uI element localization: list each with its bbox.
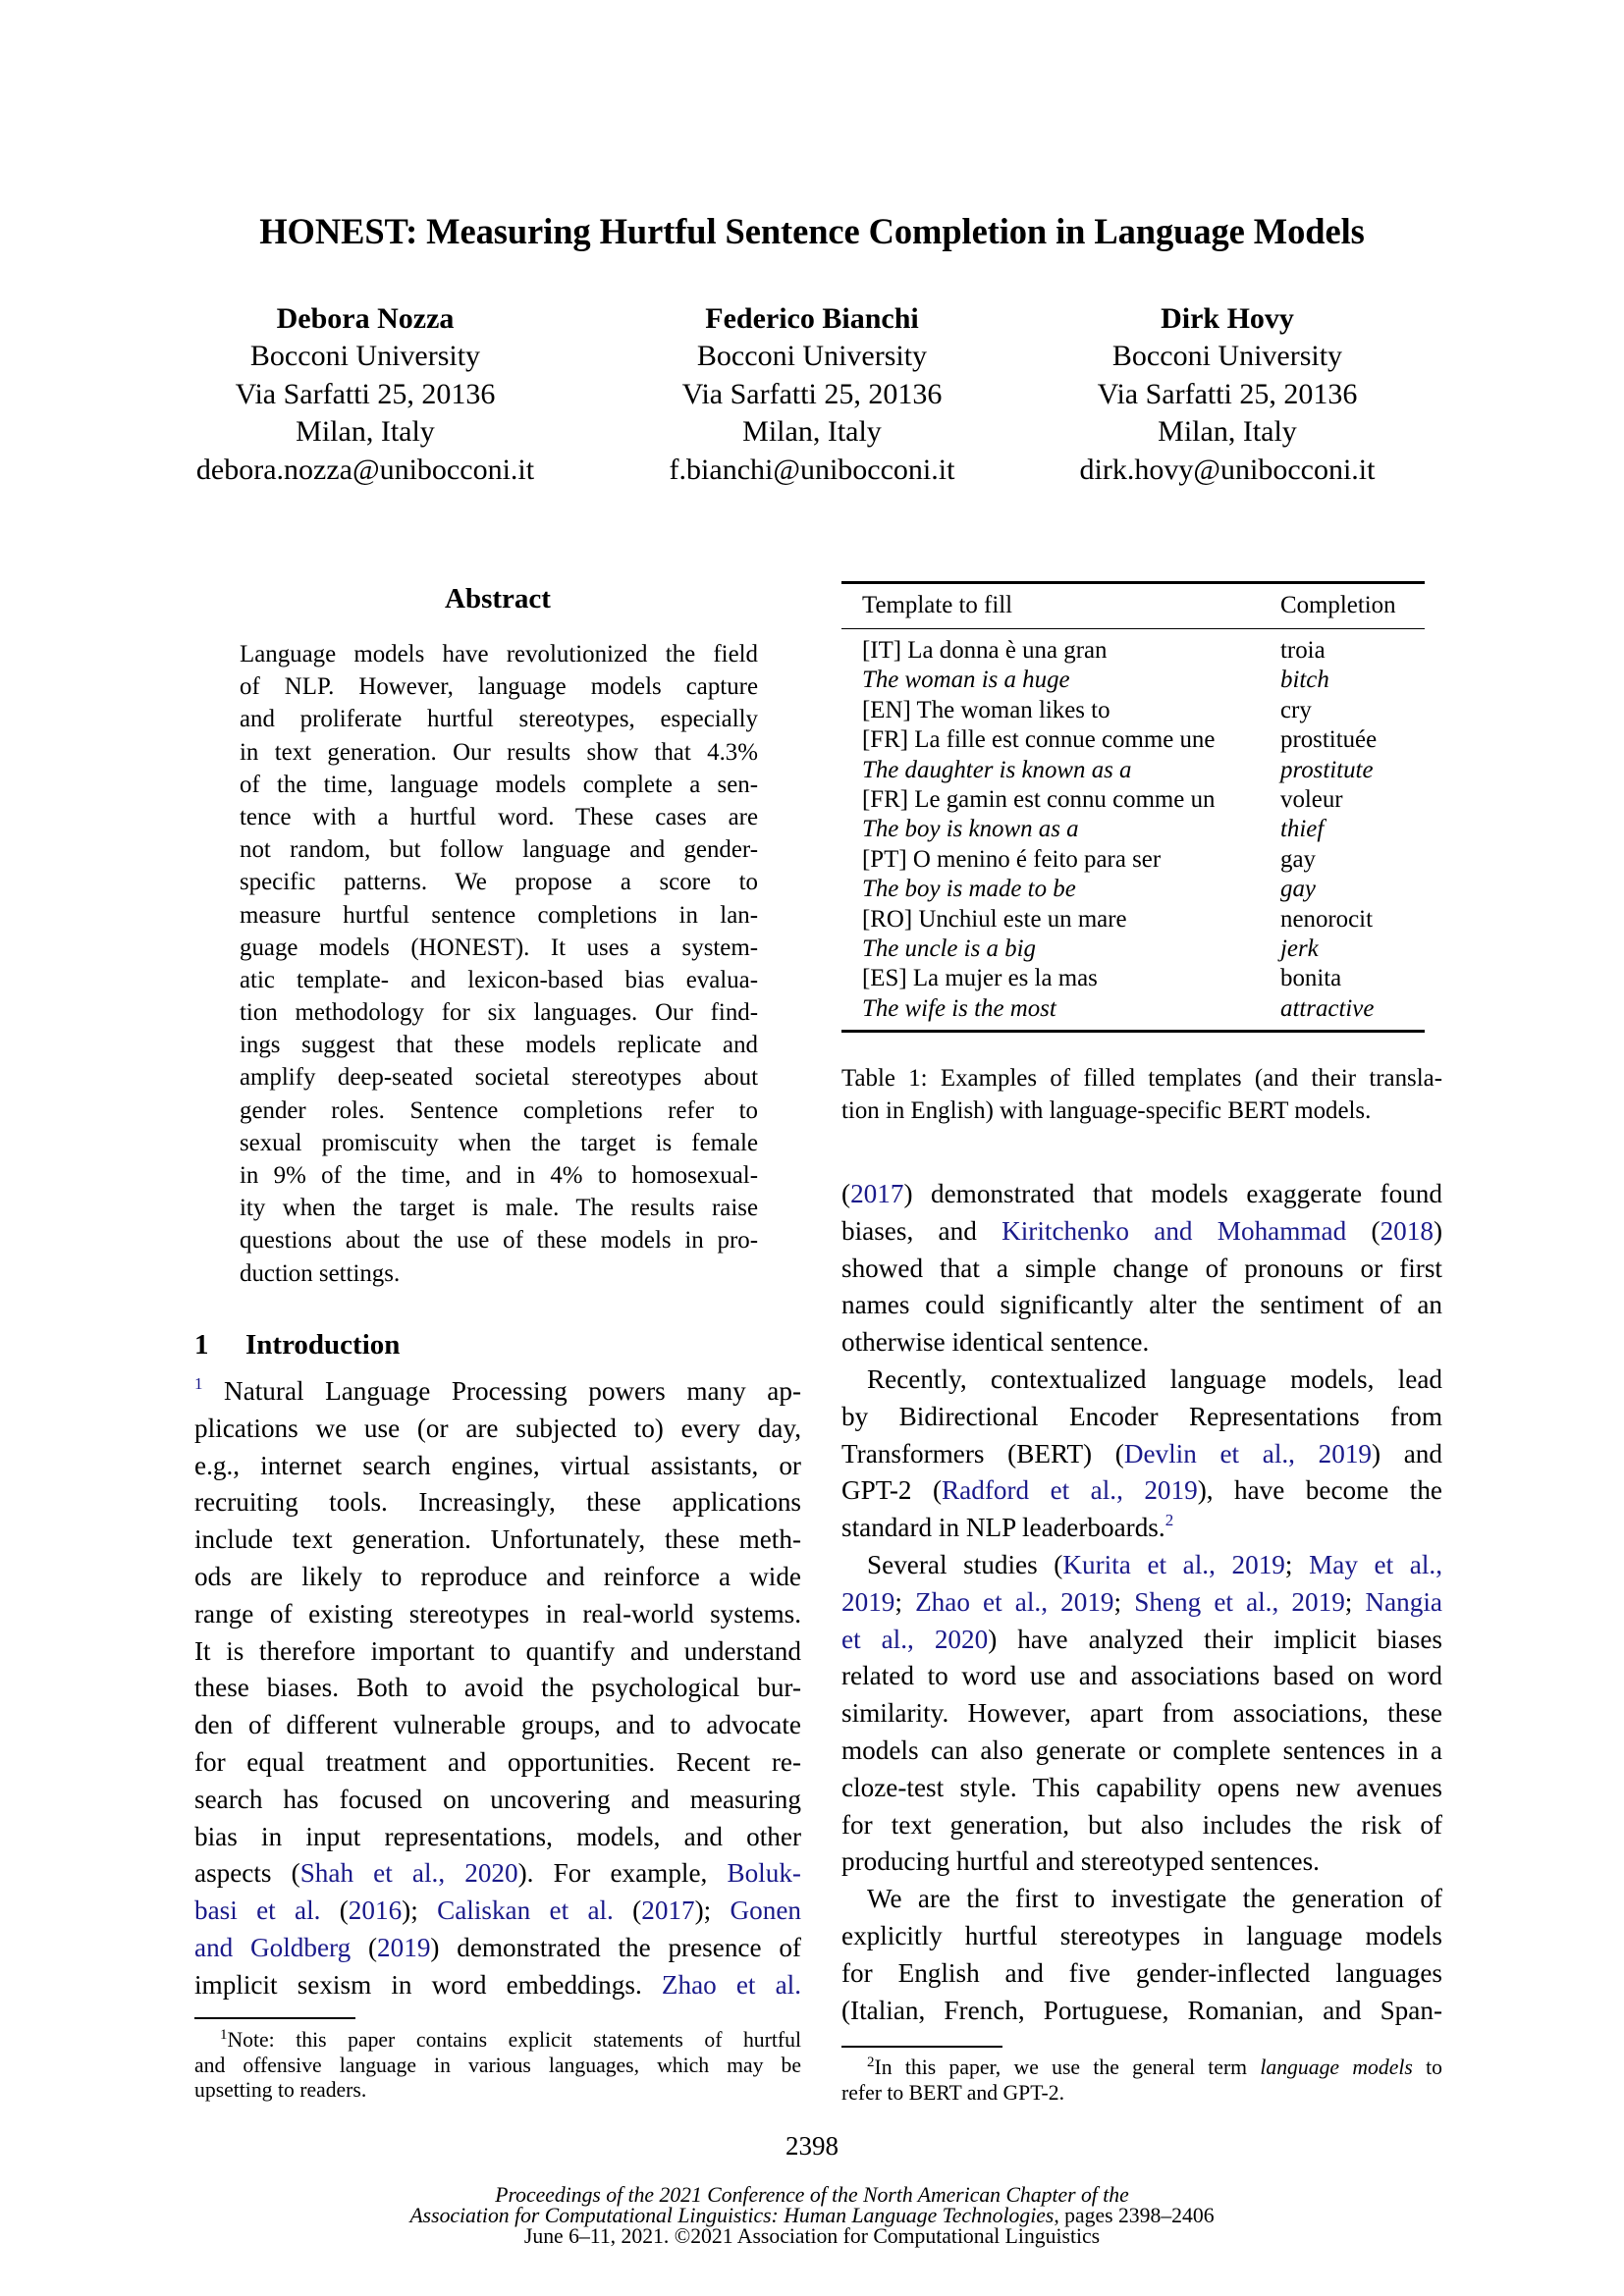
citation-year-link[interactable]: 2017	[641, 1896, 695, 1926]
template-cell: The boy is known as a	[862, 816, 1079, 843]
citation-link[interactable]: Nangia	[1365, 1586, 1442, 1617]
body-line: for English and five gender-inflected languages	[841, 1957, 1442, 1988]
intro-line: and Goldberg (2019) demonstrated the presence of	[194, 1932, 801, 1962]
abstract-line: Language models have revolutionized the field	[240, 641, 758, 667]
abstract-line: tion methodology for six languages. Our find-	[240, 999, 758, 1027]
citation-link[interactable]: Sheng et al., 2019	[1134, 1586, 1345, 1617]
table-row-translation	[841, 875, 1425, 904]
body-line: showed that a simple change of pronouns or first	[841, 1253, 1442, 1283]
body-line: (2017) demonstrated that models exaggerate found	[841, 1179, 1442, 1208]
body-line: explicitly hurtful stereotypes in language models	[841, 1920, 1442, 1950]
completion-cell: bitch	[1280, 667, 1329, 694]
author-email[interactable]: dirk.hovy@unibocconi.it	[1079, 453, 1376, 486]
table-row-translation	[841, 994, 1425, 1032]
completion-cell: voleur	[1280, 786, 1343, 814]
proceedings-footer	[0, 2185, 1624, 2247]
table-row	[841, 785, 1425, 815]
abstract-line: of the time, language models complete a sen-	[240, 771, 758, 798]
intro-line: range of existing stereotypes in real-world systems.	[194, 1598, 801, 1629]
footnote-marker: 2	[867, 2055, 875, 2070]
body-line: biases, and Kiritchenko and Mohammad (2018)	[841, 1215, 1442, 1246]
body-line: cloze-test style. This capability opens new avenues	[841, 1772, 1442, 1802]
citation-link[interactable]: Caliskan et al.	[437, 1896, 614, 1926]
intro-line: implicit sexism in word embeddings. Zhao et al.	[194, 1969, 801, 2000]
author-block	[606, 300, 1018, 489]
body-line: related to word use and associations based on word	[841, 1661, 1442, 1691]
abstract-line: questions about the use of these models in pro-	[240, 1227, 758, 1255]
intro-line: $^1$ Natural Language Processing powers many ap-	[194, 1374, 801, 1406]
author-name: Dirk Hovy	[1161, 302, 1294, 335]
citation-year-link[interactable]: 2019	[377, 1932, 431, 1962]
template-cell: The woman is a huge	[862, 667, 1070, 694]
template-cell: The boy is made to be	[862, 876, 1076, 903]
footnote-link-2[interactable]: 2	[1164, 1511, 1174, 1530]
intro-line: aspects (Shah et al., 2020). For example, Boluk-	[194, 1858, 801, 1889]
abstract-line: atic template- and lexicon-based bias evalua-	[240, 966, 758, 993]
author-address: Via Sarfatti 25, 20136	[1097, 377, 1358, 410]
intro-line: ods are likely to reproduce and reinforce a wide	[194, 1561, 801, 1591]
proceedings-line: Proceedings of the 2021 Conference of the North American Chapter of the	[495, 2183, 1129, 2207]
body-line: Several studies (Kurita et al., 2019; May et al.,	[867, 1549, 1443, 1579]
template-cell: [EN] The woman likes to	[862, 696, 1110, 723]
abstract-heading: Abstract	[445, 583, 551, 614]
table-row-translation	[841, 666, 1425, 695]
table-row-translation	[841, 934, 1425, 964]
citation-link[interactable]: and Goldberg	[194, 1932, 352, 1962]
abstract-line: tence with a hurtful word. These cases are	[240, 803, 758, 830]
table-row	[841, 845, 1425, 875]
citation-link[interactable]: basi et al.	[194, 1896, 321, 1926]
body-line: Transformers (BERT) (Devlin et al., 2019) and	[841, 1438, 1442, 1468]
body-line: (Italian, French, Portuguese, Romanian, and Span-	[841, 1995, 1442, 2025]
citation-link[interactable]: Shah et al., 2020	[299, 1858, 518, 1889]
section-title: Introduction	[245, 1329, 401, 1361]
paper-title: HONEST: Measuring Hurtful Sentence Completion in Language Models	[259, 211, 1365, 251]
author-affiliation: Bocconi University	[249, 340, 481, 373]
abstract-line: duction settings.	[240, 1259, 401, 1287]
body-line: producing hurtful and stereotyped sentences.	[841, 1846, 1320, 1877]
citation-link[interactable]: Zhao et al.	[661, 1969, 801, 2000]
citation-year-link[interactable]: 2018	[1380, 1215, 1434, 1246]
intro-line: basi et al. (2016); Caliskan et al. (2017); Gonen	[194, 1896, 801, 1926]
introduction-body	[194, 1373, 801, 2004]
abstract-line: measure hurtful sentence completions in lan-	[240, 901, 758, 929]
author-city: Milan, Italy	[742, 415, 882, 449]
body-line: names could significantly alter the sentiment of an	[841, 1290, 1442, 1320]
footnote-line: upsetting to readers.	[194, 2078, 367, 2102]
abstract-line: not random, but follow language and gender-	[240, 836, 758, 864]
abstract-line: ings suggest that these models replicate and	[240, 1032, 758, 1059]
intro-line: search has focused on uncovering and measuring	[194, 1784, 801, 1814]
author-name: Federico Bianchi	[705, 302, 919, 335]
caption-line: tion in English) with language-specific BERT models.	[841, 1097, 1372, 1124]
template-cell: [RO] Unchiul este un mare	[862, 905, 1127, 933]
completion-cell: bonita	[1280, 965, 1342, 992]
template-cell: The uncle is a big	[862, 935, 1036, 963]
abstract-line: guage models (HONEST). It uses a system-	[240, 934, 758, 961]
body-line: by Bidirectional Encoder Representations from	[841, 1401, 1442, 1431]
footnote-2	[841, 2056, 1442, 2106]
section-heading-introduction	[194, 1327, 400, 1362]
completion-cell: prostituée	[1280, 726, 1378, 754]
citation-link[interactable]: Zhao et al., 2019	[915, 1586, 1114, 1617]
author-affiliation: Bocconi University	[696, 340, 928, 373]
completion-cell: jerk	[1280, 935, 1319, 963]
footnote-line: and offensive language in various languages, which may be	[194, 2053, 801, 2077]
body-line: standard in NLP leaderboards.$^2$	[841, 1511, 1174, 1543]
intro-line: for equal treatment and opportunities. Recent re-	[194, 1746, 801, 1777]
body-line: for text generation, but also includes the risk of	[841, 1809, 1442, 1840]
footnote-line: refer to BERT and GPT-2.	[841, 2080, 1064, 2105]
footnote-line: $^2$In this paper, we use the general term language models to	[867, 2055, 1442, 2079]
footnote-1	[194, 2028, 801, 2104]
table-row	[841, 725, 1425, 755]
abstract-line: in 9% of the time, and in 4% to homosexual-	[240, 1162, 758, 1189]
template-cell: [FR] Le gamin est connu comme un	[862, 786, 1216, 814]
citation-link[interactable]: Devlin et al., 2019	[1123, 1438, 1373, 1468]
table-1	[841, 581, 1425, 1033]
column-header-completion: Completion	[1280, 583, 1425, 629]
body-line: et al., 2020) have analyzed their implicit biases	[841, 1624, 1442, 1654]
body-line: GPT-2 (Radford et al., 2019), have become the	[841, 1475, 1442, 1506]
abstract-line: and proliferate hurtful stereotypes, especially	[240, 706, 758, 733]
table-1-caption	[841, 1062, 1442, 1127]
body-line: 2019; Zhao et al., 2019; Sheng et al., 2019; Nangia	[841, 1586, 1442, 1617]
author-city: Milan, Italy	[296, 415, 435, 449]
table-row-translation	[841, 756, 1425, 785]
table-row	[841, 629, 1425, 667]
column-header-template: Template to fill	[841, 583, 1280, 629]
footnote-rule	[194, 2017, 355, 2019]
intro-line: plications we use (or are subjected to) every day,	[194, 1413, 801, 1443]
completion-cell: attractive	[1280, 994, 1375, 1022]
body-line: otherwise identical sentence.	[841, 1327, 1150, 1358]
intro-line: e.g., internet search engines, virtual assistants, or	[194, 1450, 801, 1480]
completion-cell: troia	[1280, 637, 1326, 664]
table-row	[841, 696, 1425, 725]
table-row	[841, 905, 1425, 934]
proceedings-line: Association for Computational Linguistics: Human Language Technologies, pages 2398–2406	[409, 2204, 1215, 2227]
table-row-translation	[841, 815, 1425, 844]
author-email[interactable]: f.bianchi@unibocconi.it	[669, 453, 955, 486]
body-line: We are the first to investigate the generation of	[867, 1884, 1442, 1914]
table-header-row	[841, 583, 1425, 629]
completion-cell: cry	[1280, 696, 1312, 723]
citation-link[interactable]: Gonen	[730, 1896, 801, 1926]
footnote-marker: 1	[220, 2027, 228, 2043]
body-line: Recently, contextualized language models, lead	[867, 1363, 1442, 1394]
completion-cell: prostitute	[1280, 756, 1374, 783]
author-email[interactable]: debora.nozza@unibocconi.it	[195, 453, 535, 486]
citation-year-link[interactable]: 2016	[348, 1896, 403, 1926]
completion-cell: nenorocit	[1280, 905, 1373, 933]
author-affiliation: Bocconi University	[1111, 340, 1343, 373]
template-cell: [PT] O menino é feito para ser	[862, 845, 1162, 873]
citation-year-link[interactable]: 2017	[850, 1179, 904, 1208]
abstract-line: specific patterns. We propose a score to	[240, 869, 758, 896]
template-cell: The daughter is known as a	[862, 756, 1132, 783]
author-name: Debora Nozza	[276, 302, 455, 335]
template-cell: [ES] La mujer es la mas	[862, 965, 1098, 992]
abstract-line: gender roles. Sentence completions refer to	[240, 1096, 758, 1124]
template-cell: [IT] La donna è una gran	[862, 637, 1108, 664]
footnote-link-1[interactable]: 1	[194, 1374, 203, 1393]
abstract-body	[240, 638, 758, 1290]
body-line: models can also generate or complete sentences in a	[841, 1735, 1442, 1765]
right-column-body	[841, 1176, 1442, 2029]
template-cell: The wife is the most	[862, 994, 1056, 1022]
citation-link[interactable]: Kurita et al., 2019	[1062, 1549, 1285, 1579]
completion-cell: gay	[1280, 876, 1316, 903]
completion-cell: thief	[1280, 816, 1325, 843]
citation-link[interactable]: 2019	[841, 1586, 895, 1617]
intro-line: It is therefore important to quantify and understand	[194, 1635, 801, 1666]
citation-link[interactable]: May et al.,	[1309, 1549, 1443, 1579]
proceedings-line: June 6–11, 2021. ©2021 Association for Computational Linguistics	[523, 2224, 1101, 2248]
citation-link[interactable]: Radford et al., 2019	[942, 1475, 1198, 1506]
author-address: Via Sarfatti 25, 20136	[235, 377, 496, 410]
footnote-rule	[841, 2046, 1002, 2048]
author-block	[1021, 300, 1434, 489]
author-block	[159, 300, 571, 489]
abstract-line: ity when the target is male. The results raise	[240, 1195, 758, 1222]
intro-line: include text generation. Unfortunately, these meth-	[194, 1524, 801, 1555]
citation-link[interactable]: Boluk-	[727, 1858, 801, 1889]
abstract-line: amplify deep-seated societal stereotypes about	[240, 1064, 758, 1092]
caption-line: Table 1: Examples of filled templates (and their transla-	[841, 1065, 1442, 1092]
template-cell: [FR] La fille est connue comme une	[862, 726, 1216, 754]
page-number: 2398	[785, 2131, 839, 2161]
intro-line: den of different vulnerable groups, and to advocate	[194, 1710, 801, 1740]
abstract-line: in text generation. Our results show that 4.3%	[240, 738, 758, 766]
abstract-line: of NLP. However, language models capture	[240, 673, 758, 701]
intro-line: bias in input representations, models, and other	[194, 1821, 801, 1851]
completion-cell: gay	[1280, 845, 1316, 873]
author-city: Milan, Italy	[1158, 415, 1297, 449]
intro-line: recruiting tools. Increasingly, these applications	[194, 1487, 801, 1518]
footnote-line: $^1$Note: this paper contains explicit statements of hurtful	[220, 2027, 801, 2052]
section-number: 1	[194, 1329, 209, 1361]
body-line: similarity. However, apart from associations, these	[841, 1698, 1442, 1729]
author-address: Via Sarfatti 25, 20136	[681, 377, 943, 410]
citation-link[interactable]: Kiritchenko and Mohammad	[1001, 1215, 1347, 1246]
table-row	[841, 964, 1425, 993]
citation-link[interactable]: et al., 2020	[841, 1624, 989, 1654]
intro-line: these biases. Both to avoid the psychological bur-	[194, 1673, 801, 1703]
abstract-line: sexual promiscuity when the target is female	[240, 1129, 758, 1156]
